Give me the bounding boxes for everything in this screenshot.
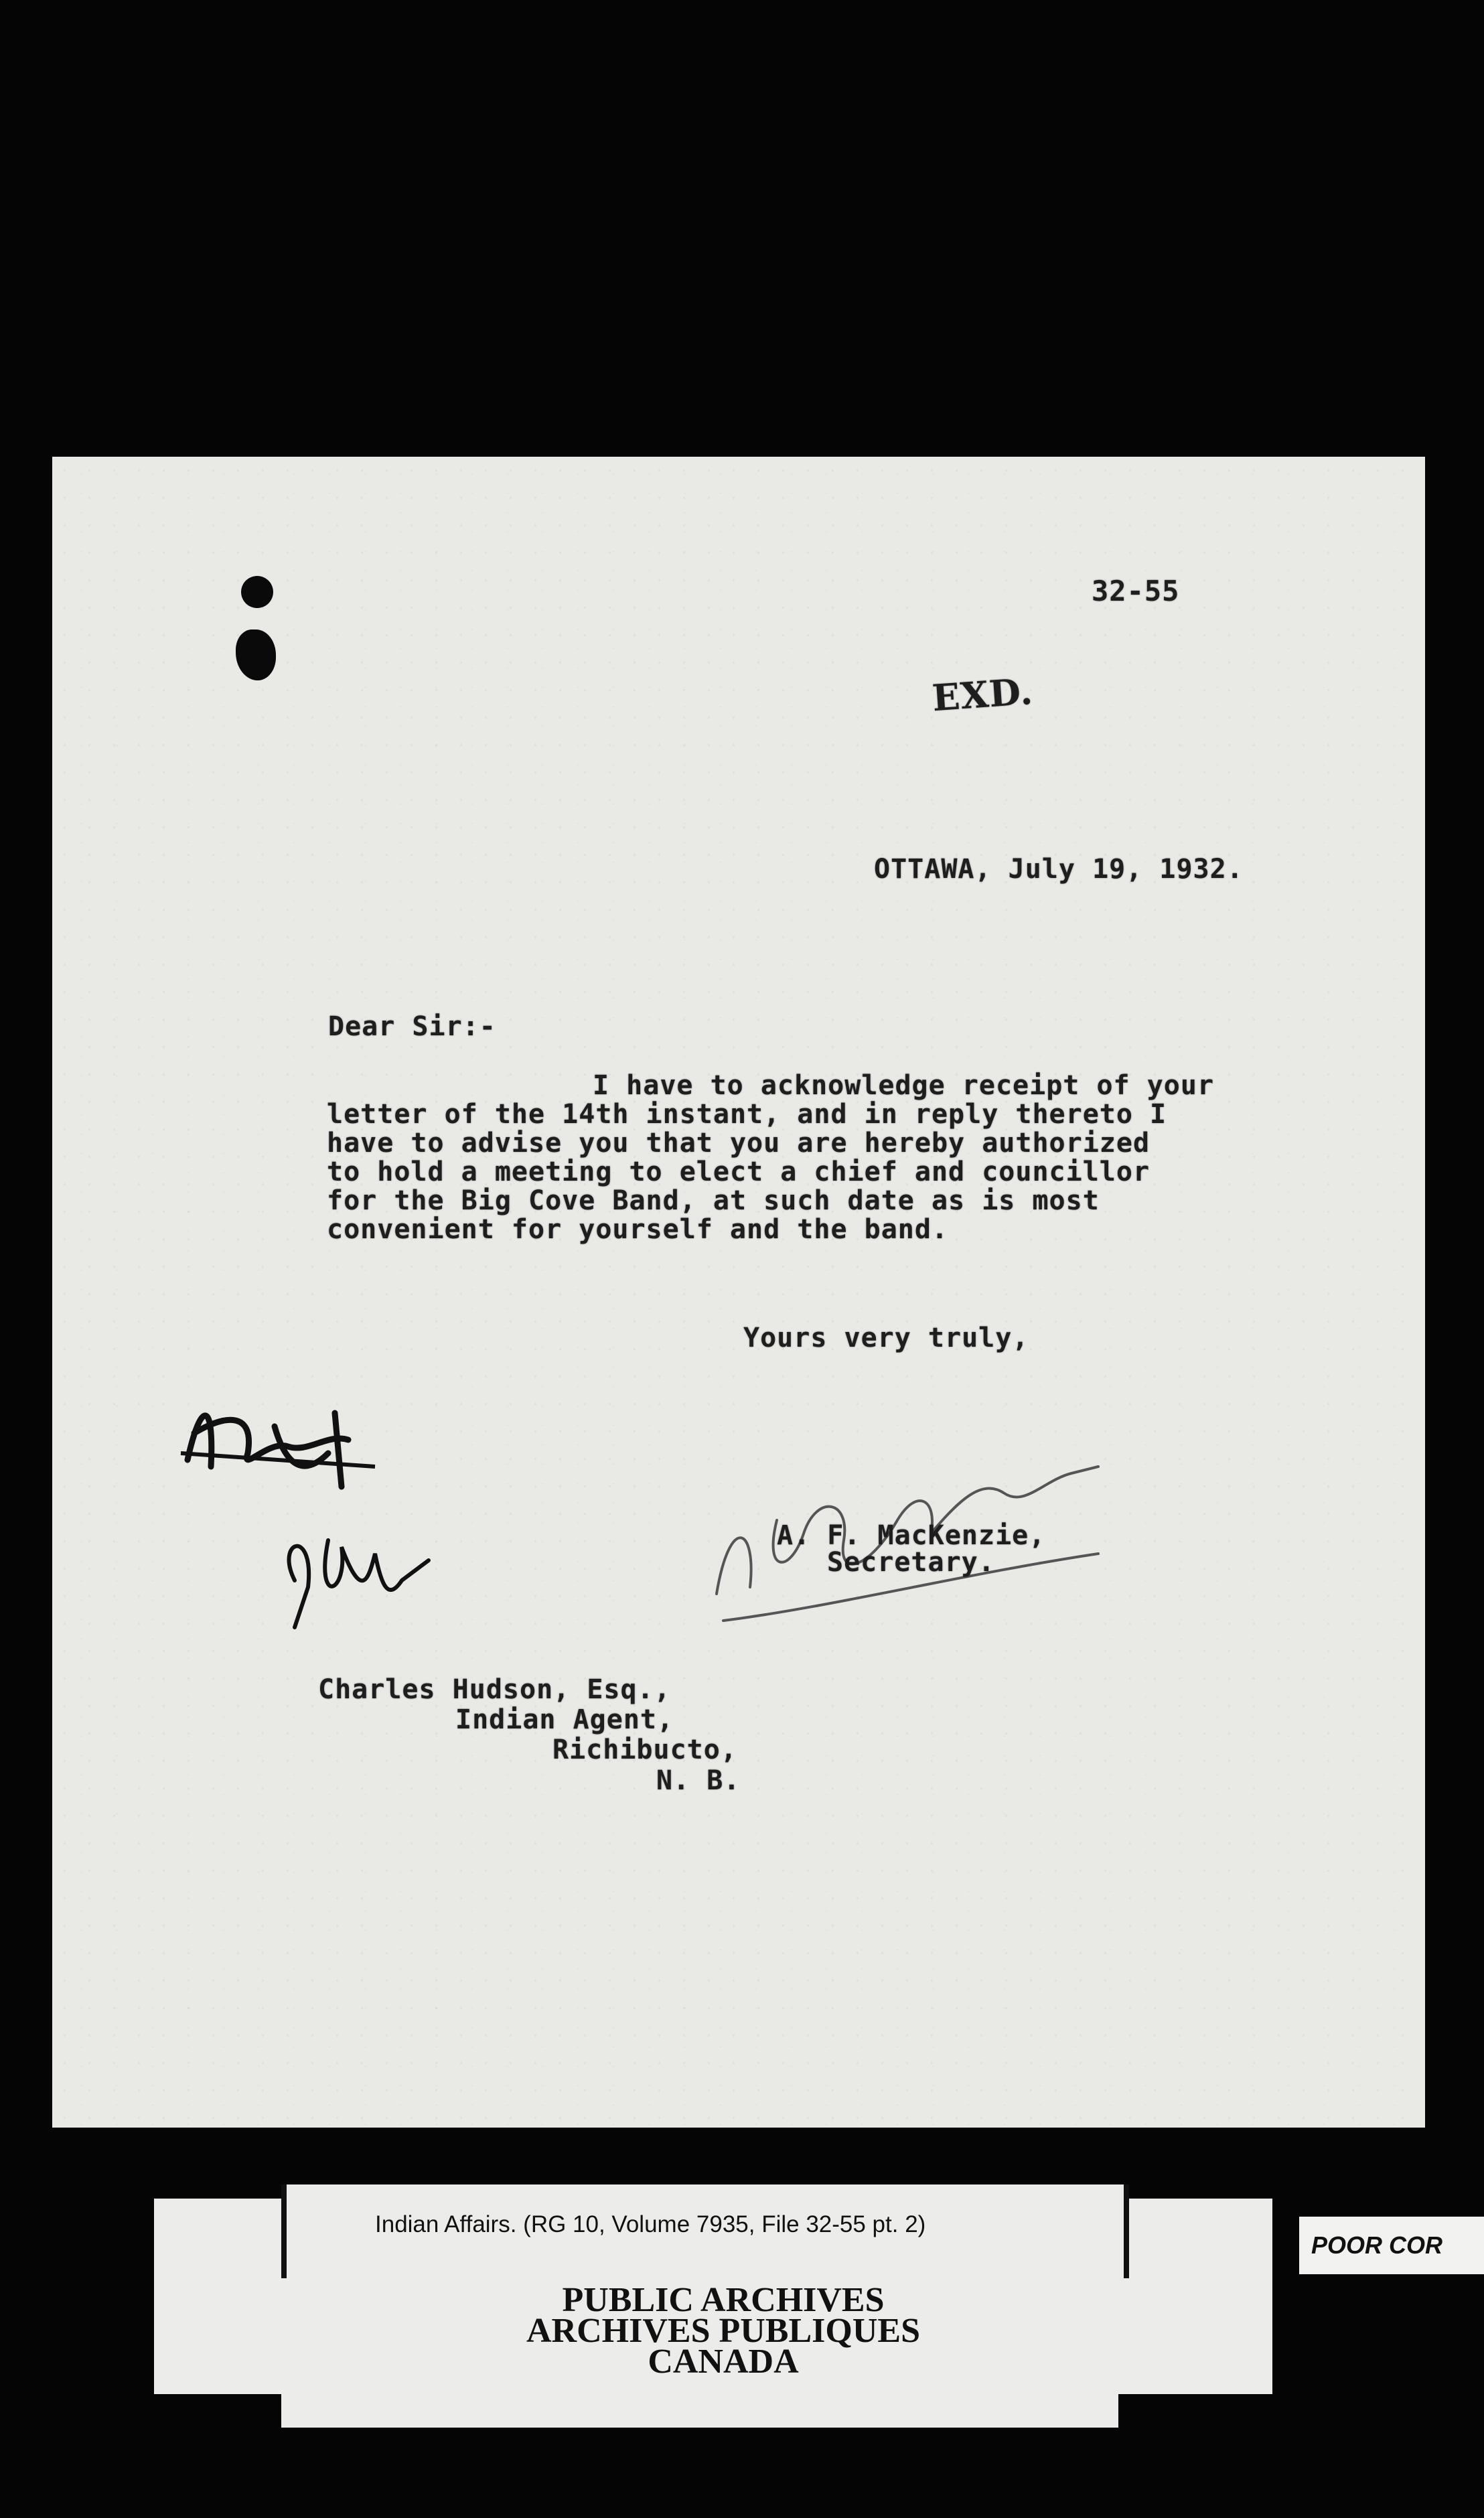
- file-number: 32-55: [1092, 575, 1180, 607]
- body-line: convenient for yourself and the band.: [327, 1214, 949, 1245]
- handwritten-initials-2: [268, 1500, 442, 1634]
- condition-tag: POOR COR: [1299, 2217, 1484, 2274]
- handwritten-initials: [174, 1373, 402, 1507]
- address-line: Charles Hudson, Esq.,: [318, 1674, 671, 1705]
- body-line: I have to acknowledge receipt of your: [593, 1070, 1215, 1101]
- signatory-name: A. F. MacKenzie,: [777, 1520, 1046, 1551]
- address-line: N. B.: [656, 1765, 741, 1796]
- address-line: Indian Agent,: [455, 1704, 674, 1735]
- punch-hole-mark: [241, 576, 273, 608]
- closing: Yours very truly,: [743, 1323, 1029, 1353]
- body-line: have to advise you that you are hereby authorized: [327, 1128, 1151, 1159]
- signatory-title: Secretary.: [827, 1547, 995, 1578]
- archive-label-bottom-strip: [281, 2394, 1118, 2428]
- address-line: Richibucto,: [552, 1734, 737, 1765]
- archive-reference: Indian Affairs. (RG 10, Volume 7935, File 32-55 pt. 2): [375, 2211, 926, 2237]
- body-line: to hold a meeting to elect a chief and councillor: [327, 1157, 1151, 1187]
- date-line: OTTAWA, July 19, 1932.: [874, 854, 1244, 885]
- body-line: letter of the 14th instant, and in reply thereto I: [327, 1099, 1167, 1130]
- salutation: Dear Sir:-: [328, 1011, 496, 1042]
- archive-title-country: CANADA: [648, 2343, 799, 2381]
- body-line: for the Big Cove Band, at such date as is most: [327, 1185, 1100, 1216]
- handwritten-stamp: EXD.: [930, 669, 1035, 720]
- archive-title-fr: ARCHIVES PUBLIQUES: [526, 2312, 921, 2350]
- letter-page: [52, 457, 1425, 2128]
- archive-title-en: PUBLIC ARCHIVES: [562, 2281, 885, 2319]
